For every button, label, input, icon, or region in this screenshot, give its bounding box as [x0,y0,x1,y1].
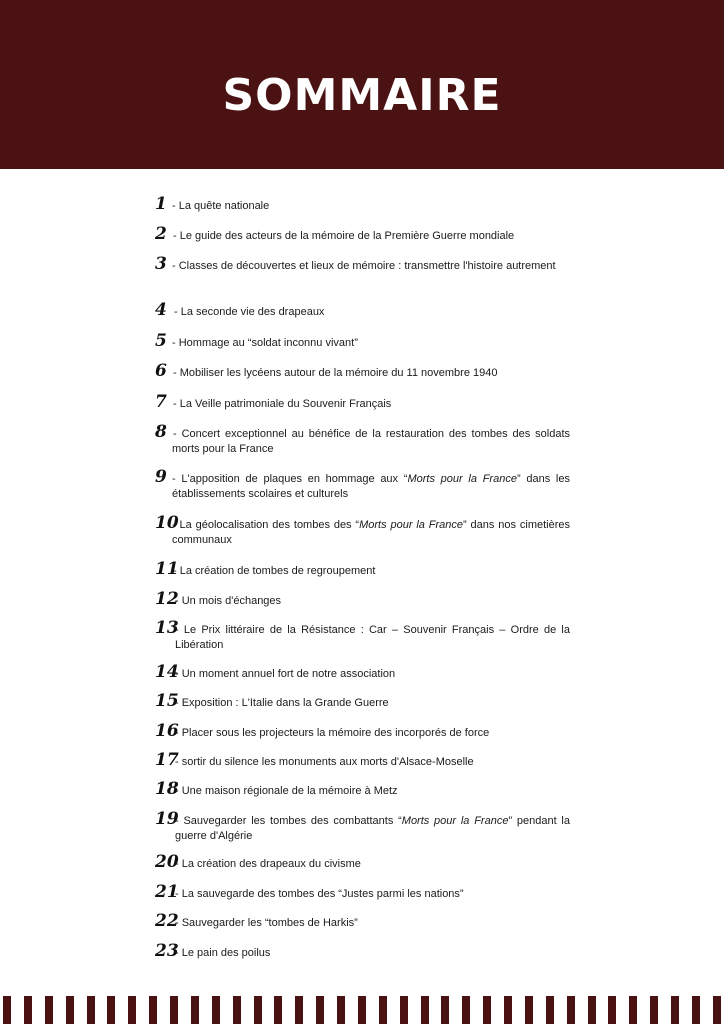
title-text: - Une maison régionale de la mémoire à Metz [175,785,398,797]
title-text: - Le guide des acteurs de la mémoire de la Première Guerre mondiale [173,230,515,242]
toc-entry-number: 5 [155,331,167,351]
footer-stripe-bar [3,996,11,1024]
toc-entry-title [155,427,570,457]
footer-stripe-bar [421,996,429,1024]
toc-entry [155,331,570,351]
footer-stripe-bar [504,996,512,1024]
toc-entry [155,750,570,770]
toc-entry [155,721,570,741]
title-text: - sortir du silence les monuments aux morts d'Alsace-Moselle [175,756,474,768]
footer-stripe-bar [608,996,616,1024]
emphasis-text: Morts pour la France [407,473,517,485]
title-text: - Le pain des poilus [175,947,271,959]
toc-entry [155,911,570,931]
toc-entry [155,513,570,548]
title-text: - La création des drapeaux du civisme [175,858,361,870]
toc-entry-title [155,667,570,682]
footer-stripe-bar [274,996,282,1024]
toc-entry-number: 14 [155,662,179,682]
footer-stripe-bar [358,996,366,1024]
toc-entry-title [155,594,570,609]
title-text: - Hommage au “soldat inconnu vivant” [172,337,358,349]
toc-entry [155,941,570,961]
title-text: - La Veille patrimoniale du Souvenir Français [173,398,392,410]
footer-stripe-bar [629,996,637,1024]
footer-stripe-bar [588,996,596,1024]
title-text: - Sauvegarder les tombes des combattants “ [175,815,402,827]
title-text: - La seconde vie des drapeaux [174,306,325,318]
toc-entry [155,779,570,799]
title-text: - Placer sous les projecteurs la mémoire des incorporés de force [175,727,490,739]
emphasis-text: Morts pour la France [359,519,464,531]
toc-entry-number: 11 [155,559,179,579]
footer-stripe [0,996,724,1024]
toc-entry-title [155,518,570,548]
toc-entry-number: 4 [155,300,167,320]
title-text: ” dans les établissements scolaires et culturels [172,473,570,500]
toc-entry [155,361,570,381]
toc-entry-number: 23 [155,941,179,961]
toc-entry [155,852,570,872]
title-text: - L'apposition de plaques en hommage aux “ [172,473,408,485]
toc-entry-title [155,726,570,741]
toc-entry-title [155,887,570,902]
toc-entry-title [155,696,570,711]
toc-entry [155,300,570,320]
toc-entry-title [155,916,570,931]
toc-entry-number: 3 [155,254,167,274]
title-text: - Mobiliser les lycéens autour de la mémoire du 11 novembre 1940 [173,367,498,379]
toc-entry-number: 21 [155,882,179,902]
toc-entry [155,194,570,214]
emphasis-text: Morts pour la France [401,815,509,827]
toc-entry [155,392,570,412]
toc-entry [155,467,570,502]
toc-entry-number: 7 [155,392,167,412]
toc-entry-title [155,366,570,381]
toc-entry-title [155,397,570,412]
toc-entry-title [155,229,570,244]
footer-stripe-bar [671,996,679,1024]
toc-entry-number: 1 [155,194,167,214]
footer-stripe-bar [128,996,136,1024]
toc-entry [155,662,570,682]
footer-stripe-bar [316,996,324,1024]
toc-entry [155,691,570,711]
title-text: - La sauvegarde des tombes des “Justes parmi les nations” [175,888,464,900]
footer-stripe-bar [441,996,449,1024]
toc-entry-number: 13 [155,618,179,638]
toc-entry-number: 6 [155,361,167,381]
toc-entry-title [155,755,570,770]
footer-stripe-bar [107,996,115,1024]
toc-entry-title [155,564,570,579]
footer-stripe-bar [400,996,408,1024]
toc-entry-title [155,305,570,320]
toc-entry-number: 10 [155,513,179,533]
toc-entry-title [155,199,570,214]
toc-entry-title [155,814,570,844]
toc-entry-number: 9 [155,467,167,487]
toc-entry [155,589,570,609]
toc-entry-title [155,857,570,872]
toc-entry-title [155,259,570,274]
toc-entry-title [155,472,570,502]
title-text: - Un mois d'échanges [175,595,282,607]
footer-stripe-bar [87,996,95,1024]
footer-stripe-bar [254,996,262,1024]
toc-entry-number: 20 [155,852,179,872]
toc-entry [155,559,570,579]
footer-stripe-bar [483,996,491,1024]
title-text: - Classes de découvertes et lieux de mémoire : transmettre l'histoire autrement [172,260,556,272]
footer-stripe-bar [191,996,199,1024]
footer-stripe-bar [66,996,74,1024]
page-title: SOMMAIRE [222,70,502,121]
toc-entry-number: 22 [155,911,179,931]
footer-stripe-bar [713,996,721,1024]
title-text: - Un moment annuel fort de notre association [175,668,396,680]
toc-entry [155,224,570,244]
toc-entry-number: 8 [155,422,167,442]
footer-stripe-bar [233,996,241,1024]
toc-entry-title [155,946,570,961]
title-text: - Concert exceptionnel au bénéfice de la restauration des tombes des soldats morts pour la France [172,428,570,455]
footer-stripe-bar [212,996,220,1024]
toc-entry-number: 2 [155,224,167,244]
toc-entry-number: 19 [155,809,179,829]
footer-stripe-bar [295,996,303,1024]
toc-entry-number: 15 [155,691,179,711]
toc-entry-number: 16 [155,721,179,741]
toc-entry [155,422,570,457]
title-text: ” dans nos cimetières communaux [172,519,570,546]
footer-stripe-bar [149,996,157,1024]
toc-entry [155,882,570,902]
footer-stripe-bar [45,996,53,1024]
footer-stripe-bar [692,996,700,1024]
footer-stripe-bar [170,996,178,1024]
toc-entry [155,618,570,653]
footer-stripe-bar [650,996,658,1024]
toc-entry [155,254,570,274]
title-text: - La quête nationale [172,200,270,212]
toc-entry-title [155,336,570,351]
title-text: ” pendant la guerre d'Algérie [175,815,570,842]
title-text: - Le Prix littéraire de la Résistance : Car – Souvenir Français – Ordre de la Libération [175,624,570,651]
toc-entry-title [155,784,570,799]
title-text: - Exposition : L'Italie dans la Grande Guerre [175,697,389,709]
footer-stripe-bar [462,996,470,1024]
title-text: - La géolocalisation des tombes des “ [172,519,360,531]
footer-stripe-bar [567,996,575,1024]
toc-entry-title [155,623,570,653]
toc-entry-number: 18 [155,779,179,799]
footer-stripe-bar [24,996,32,1024]
toc-entry-number: 17 [155,750,179,770]
title-text: - La création de tombes de regroupement [173,565,376,577]
footer-stripe-bar [379,996,387,1024]
footer-stripe-bar [546,996,554,1024]
title-text: - Sauvegarder les “tombes de Harkis” [175,917,358,929]
toc-entry [155,809,570,844]
toc-entry-number: 12 [155,589,179,609]
footer-stripe-bar [525,996,533,1024]
footer-stripe-bar [337,996,345,1024]
